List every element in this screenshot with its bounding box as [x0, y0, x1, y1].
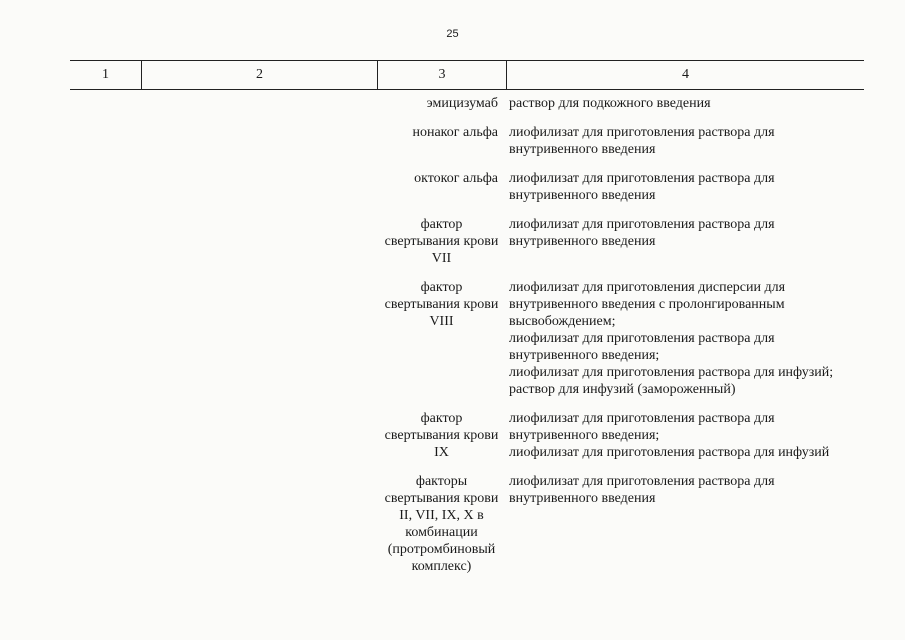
- table-row: [378, 473, 868, 575]
- dosage-form: [505, 216, 867, 267]
- drug-name: [378, 410, 505, 461]
- drug-name-line: октоког альфа: [414, 171, 498, 186]
- dosage-form-line: внутривенного введения;: [509, 428, 660, 443]
- dosage-form: [505, 95, 867, 112]
- drug-name-line: фактор: [420, 217, 463, 232]
- dosage-form-line: высвобождением;: [509, 314, 616, 329]
- dosage-form-line: лиофилизат для приготовления раствора для инфузий: [509, 445, 830, 460]
- drug-name-line: свертывания крови: [384, 234, 499, 249]
- drug-name-line: VII: [431, 251, 452, 266]
- drug-name: [378, 95, 505, 112]
- drug-name-line: свертывания крови: [384, 297, 499, 312]
- table-row: [378, 95, 868, 112]
- table-body: [378, 95, 868, 587]
- table-row: [378, 124, 868, 158]
- drug-name: [378, 216, 505, 267]
- dosage-form-line: внутривенного введения: [509, 142, 656, 157]
- drug-name-line: свертывания крови: [384, 428, 499, 443]
- drug-name: [378, 473, 505, 575]
- dosage-form-line: лиофилизат для приготовления раствора для: [509, 474, 775, 489]
- table-row: [378, 279, 868, 398]
- table-row: [378, 410, 868, 461]
- page-number: 25: [446, 28, 459, 40]
- table-row: [378, 216, 868, 267]
- dosage-form-line: лиофилизат для приготовления дисперсии для: [509, 280, 786, 295]
- dosage-form-line: внутривенного введения;: [509, 348, 660, 363]
- dosage-form-line: лиофилизат для приготовления раствора для: [509, 125, 775, 140]
- drug-name-line: факторы: [415, 474, 468, 489]
- dosage-form-line: лиофилизат для приготовления раствора для: [509, 217, 775, 232]
- drug-name-line: фактор: [420, 280, 463, 295]
- dosage-form-line: внутривенного введения: [509, 188, 656, 203]
- drug-name-line: комплекс): [411, 559, 472, 574]
- drug-name-line: IX: [434, 445, 449, 460]
- header-col-1: 1: [70, 61, 142, 89]
- drug-name-line: VIII: [429, 314, 454, 329]
- dosage-form-line: внутривенного введения: [509, 491, 656, 506]
- drug-name-line: комбинации: [405, 525, 478, 540]
- header-col-4: 4: [682, 67, 689, 82]
- drug-name-line: свертывания крови: [384, 491, 499, 506]
- drug-name-line: эмицизумаб: [426, 96, 498, 111]
- dosage-form: [505, 279, 867, 398]
- drug-name: [378, 170, 505, 204]
- dosage-form: [505, 124, 867, 158]
- dosage-form-line: лиофилизат для приготовления раствора для: [509, 331, 775, 346]
- drug-name-line: (протромбиновый: [387, 542, 496, 557]
- dosage-form-line: лиофилизат для приготовления раствора для инфузий;: [509, 365, 834, 380]
- dosage-form-line: раствор для подкожного введения: [509, 96, 711, 111]
- dosage-form-line: лиофилизат для приготовления раствора для: [509, 171, 775, 186]
- drug-name-line: нонаког альфа: [412, 125, 498, 140]
- dosage-form-line: лиофилизат для приготовления раствора для: [509, 411, 775, 426]
- dosage-form: [505, 170, 867, 204]
- dosage-form: [505, 410, 867, 461]
- dosage-form-line: внутривенного введения с пролонгированным: [509, 297, 785, 312]
- header-col-2: 2: [142, 61, 378, 89]
- header-col-3: 3: [378, 61, 507, 89]
- table-header: [70, 60, 864, 90]
- drug-name-line: фактор: [420, 411, 463, 426]
- table-row: [378, 170, 868, 204]
- drug-name-line: II, VII, IX, X в: [399, 508, 484, 523]
- dosage-form-line: внутривенного введения: [509, 234, 656, 249]
- drug-name: [378, 124, 505, 158]
- dosage-form: [505, 473, 867, 575]
- dosage-form-line: раствор для инфузий (замороженный): [509, 382, 736, 397]
- drug-name: [378, 279, 505, 398]
